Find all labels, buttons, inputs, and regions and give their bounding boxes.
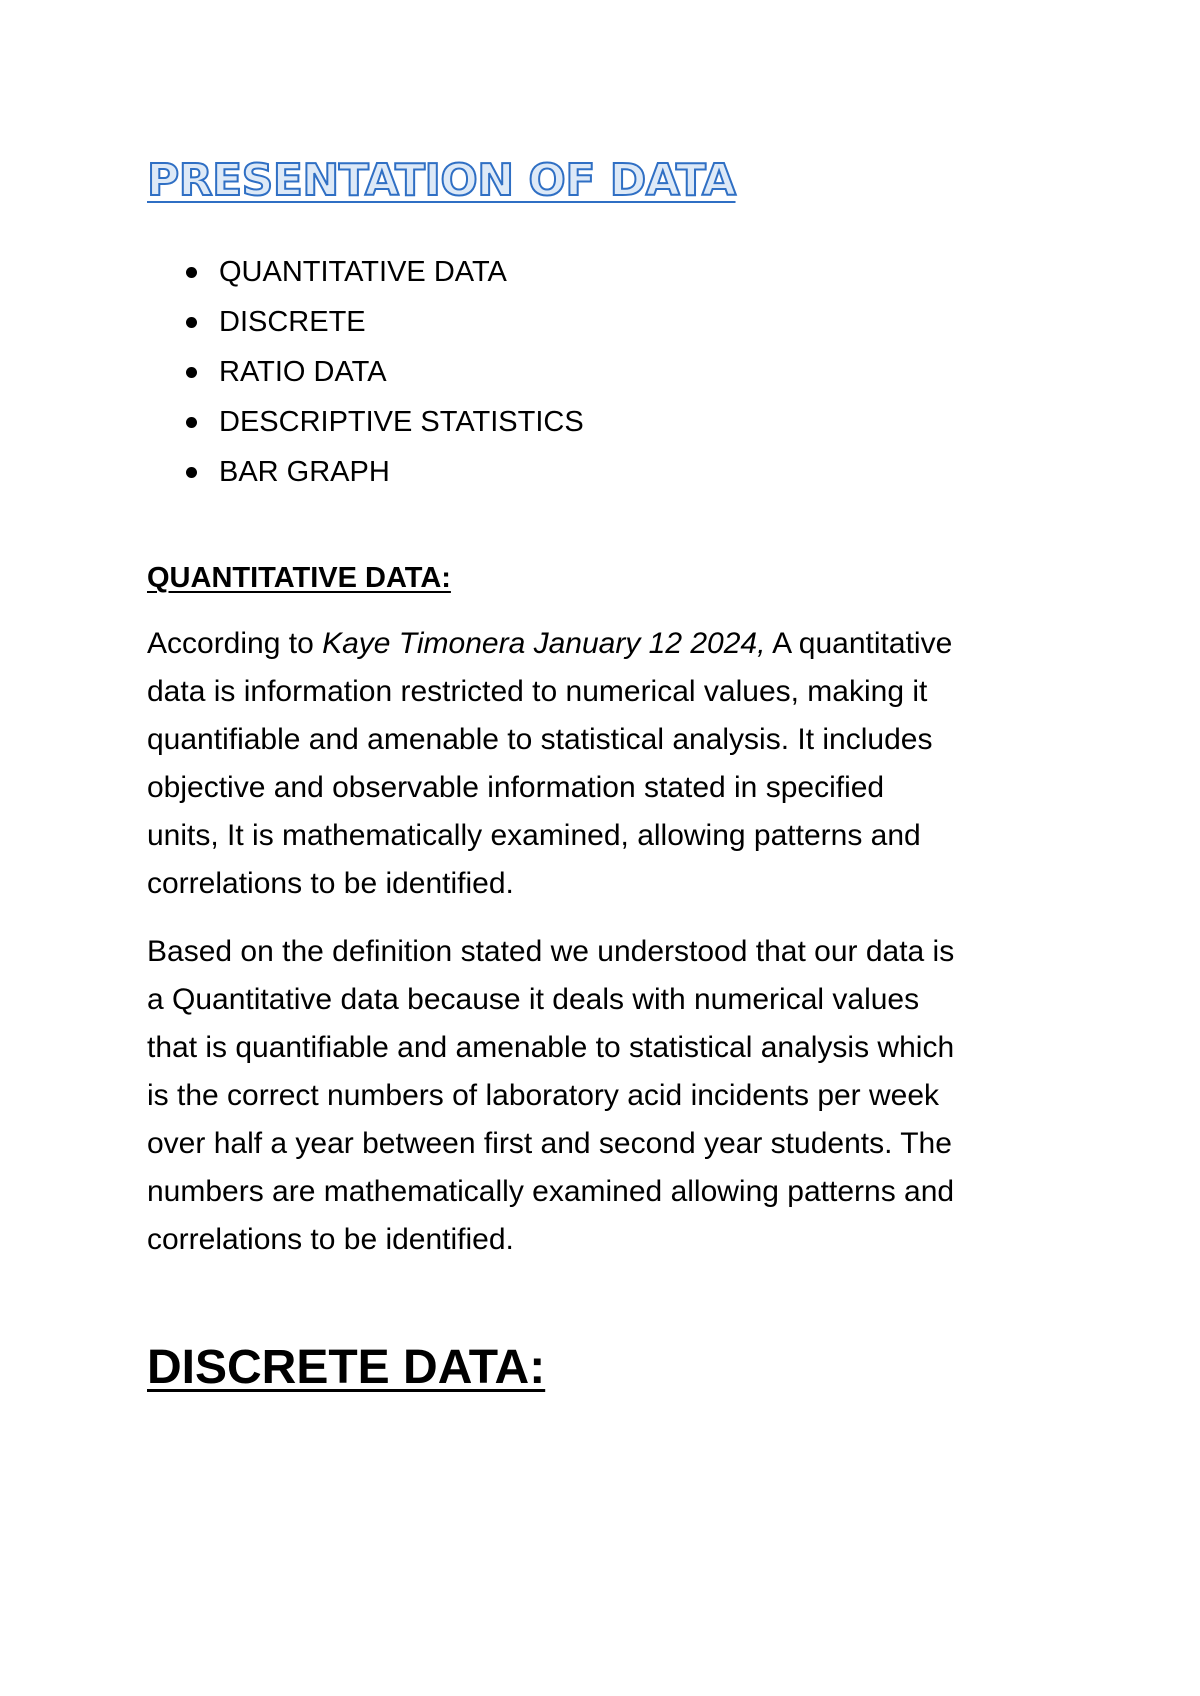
discrete-data-heading: DISCRETE DATA: — [147, 1341, 546, 1394]
topic-list — [147, 247, 584, 497]
topic-label: BAR GRAPH — [219, 456, 390, 488]
bullet-icon — [186, 317, 197, 328]
bullet-icon — [186, 467, 197, 478]
bullet-icon — [186, 417, 197, 428]
bullet-icon — [186, 267, 197, 278]
paragraph-line: correlations to be identified. — [147, 1223, 514, 1256]
quantitative-explanation-paragraph — [147, 928, 1087, 1264]
paragraph-line: objective and observable information stated in specified — [147, 771, 885, 804]
topic-item — [147, 397, 584, 447]
paragraph-line: numbers are mathematically examined allowing patterns and — [147, 1175, 955, 1208]
paragraph-line: units, It is mathematically examined, allowing patterns and — [147, 819, 921, 852]
topic-label: QUANTITATIVE DATA — [219, 256, 507, 288]
topic-label: DISCRETE — [219, 306, 366, 338]
topic-label: DESCRIPTIVE STATISTICS — [219, 406, 584, 438]
document-title: PRESENTATION OF DATA — [147, 155, 736, 206]
citation-intro: According to — [147, 627, 323, 660]
paragraph-line — [147, 620, 1087, 668]
topic-item — [147, 347, 584, 397]
quantitative-definition-paragraph — [147, 620, 1087, 908]
quantitative-data-heading: QUANTITATIVE DATA: — [147, 562, 451, 594]
topic-item — [147, 247, 584, 297]
source-citation: Kaye Timonera January 12 2024, — [322, 627, 766, 660]
topic-item — [147, 447, 584, 497]
topic-label: RATIO DATA — [219, 356, 387, 388]
topic-item — [147, 297, 584, 347]
paragraph-line: that is quantifiable and amenable to statistical analysis which — [147, 1031, 955, 1064]
paragraph-line: is the correct numbers of laboratory acid incidents per week — [147, 1079, 940, 1112]
paragraph-line: data is information restricted to numerical values, making it — [147, 675, 928, 708]
paragraph-line: correlations to be identified. — [147, 867, 514, 900]
paragraph-text: A quantitative — [765, 627, 953, 660]
paragraph-line: over half a year between first and second year students. The — [147, 1127, 952, 1160]
bullet-icon — [186, 367, 197, 378]
paragraph-line: a Quantitative data because it deals with numerical values — [147, 983, 920, 1016]
paragraph-line: quantifiable and amenable to statistical analysis. It includes — [147, 723, 933, 756]
paragraph-line: Based on the definition stated we understood that our data is — [147, 935, 955, 968]
